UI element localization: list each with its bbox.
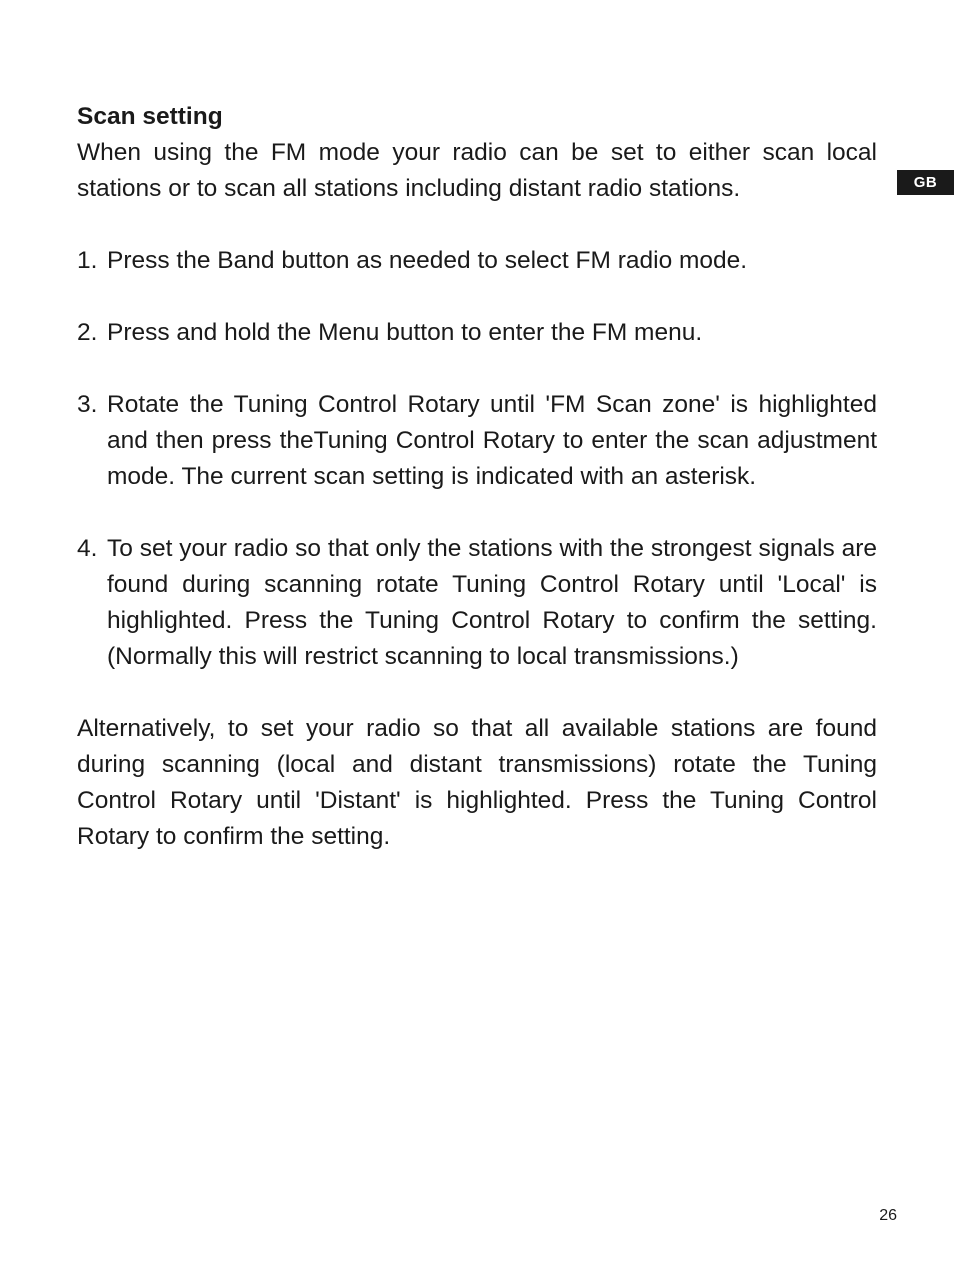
step-text: To set your radio so that only the stations with the strongest signals are found during scanning rotate Tuning Control Rotary until 'Local' is highlighted. Press the Tuning Control Rotary to confirm the setting. (Normally this will restrict scanning to local transmissions.) <box>107 535 877 670</box>
step-text: Rotate the Tuning Control Rotary until 'FM Scan zone' is highlighted and then press theTuning Control Rotary to enter the scan adjustment mode. The current scan setting is indicated with an asterisk. <box>107 391 877 490</box>
spacer <box>77 675 877 711</box>
step-1 <box>77 243 877 279</box>
step-number: 1. <box>77 247 98 274</box>
step-number: 2. <box>77 319 98 346</box>
step-4 <box>77 531 877 675</box>
spacer <box>77 207 877 243</box>
closing-paragraph: Alternatively, to set your radio so that all available stations are found during scanning (local and distant transmissions) rotate the Tuning Control Rotary until 'Distant' is highlighted. Press the Tuning Control Rotary to confirm the setting. <box>77 715 877 850</box>
intro-paragraph: When using the FM mode your radio can be set to either scan local stations or to scan all stations including distant radio stations. <box>77 139 877 202</box>
step-number: 4. <box>77 535 98 562</box>
section-heading: Scan setting <box>77 103 223 130</box>
step-number: 3. <box>77 391 98 418</box>
step-text: Press the Band button as needed to select FM radio mode. <box>107 247 748 274</box>
spacer <box>77 495 877 531</box>
step-2 <box>77 315 877 351</box>
language-badge: GB <box>897 170 954 195</box>
spacer <box>77 351 877 387</box>
page-content <box>77 99 877 855</box>
step-text: Press and hold the Menu button to enter the FM menu. <box>107 319 703 346</box>
page-number: 26 <box>879 1207 897 1224</box>
spacer <box>77 279 877 315</box>
step-3 <box>77 387 877 495</box>
